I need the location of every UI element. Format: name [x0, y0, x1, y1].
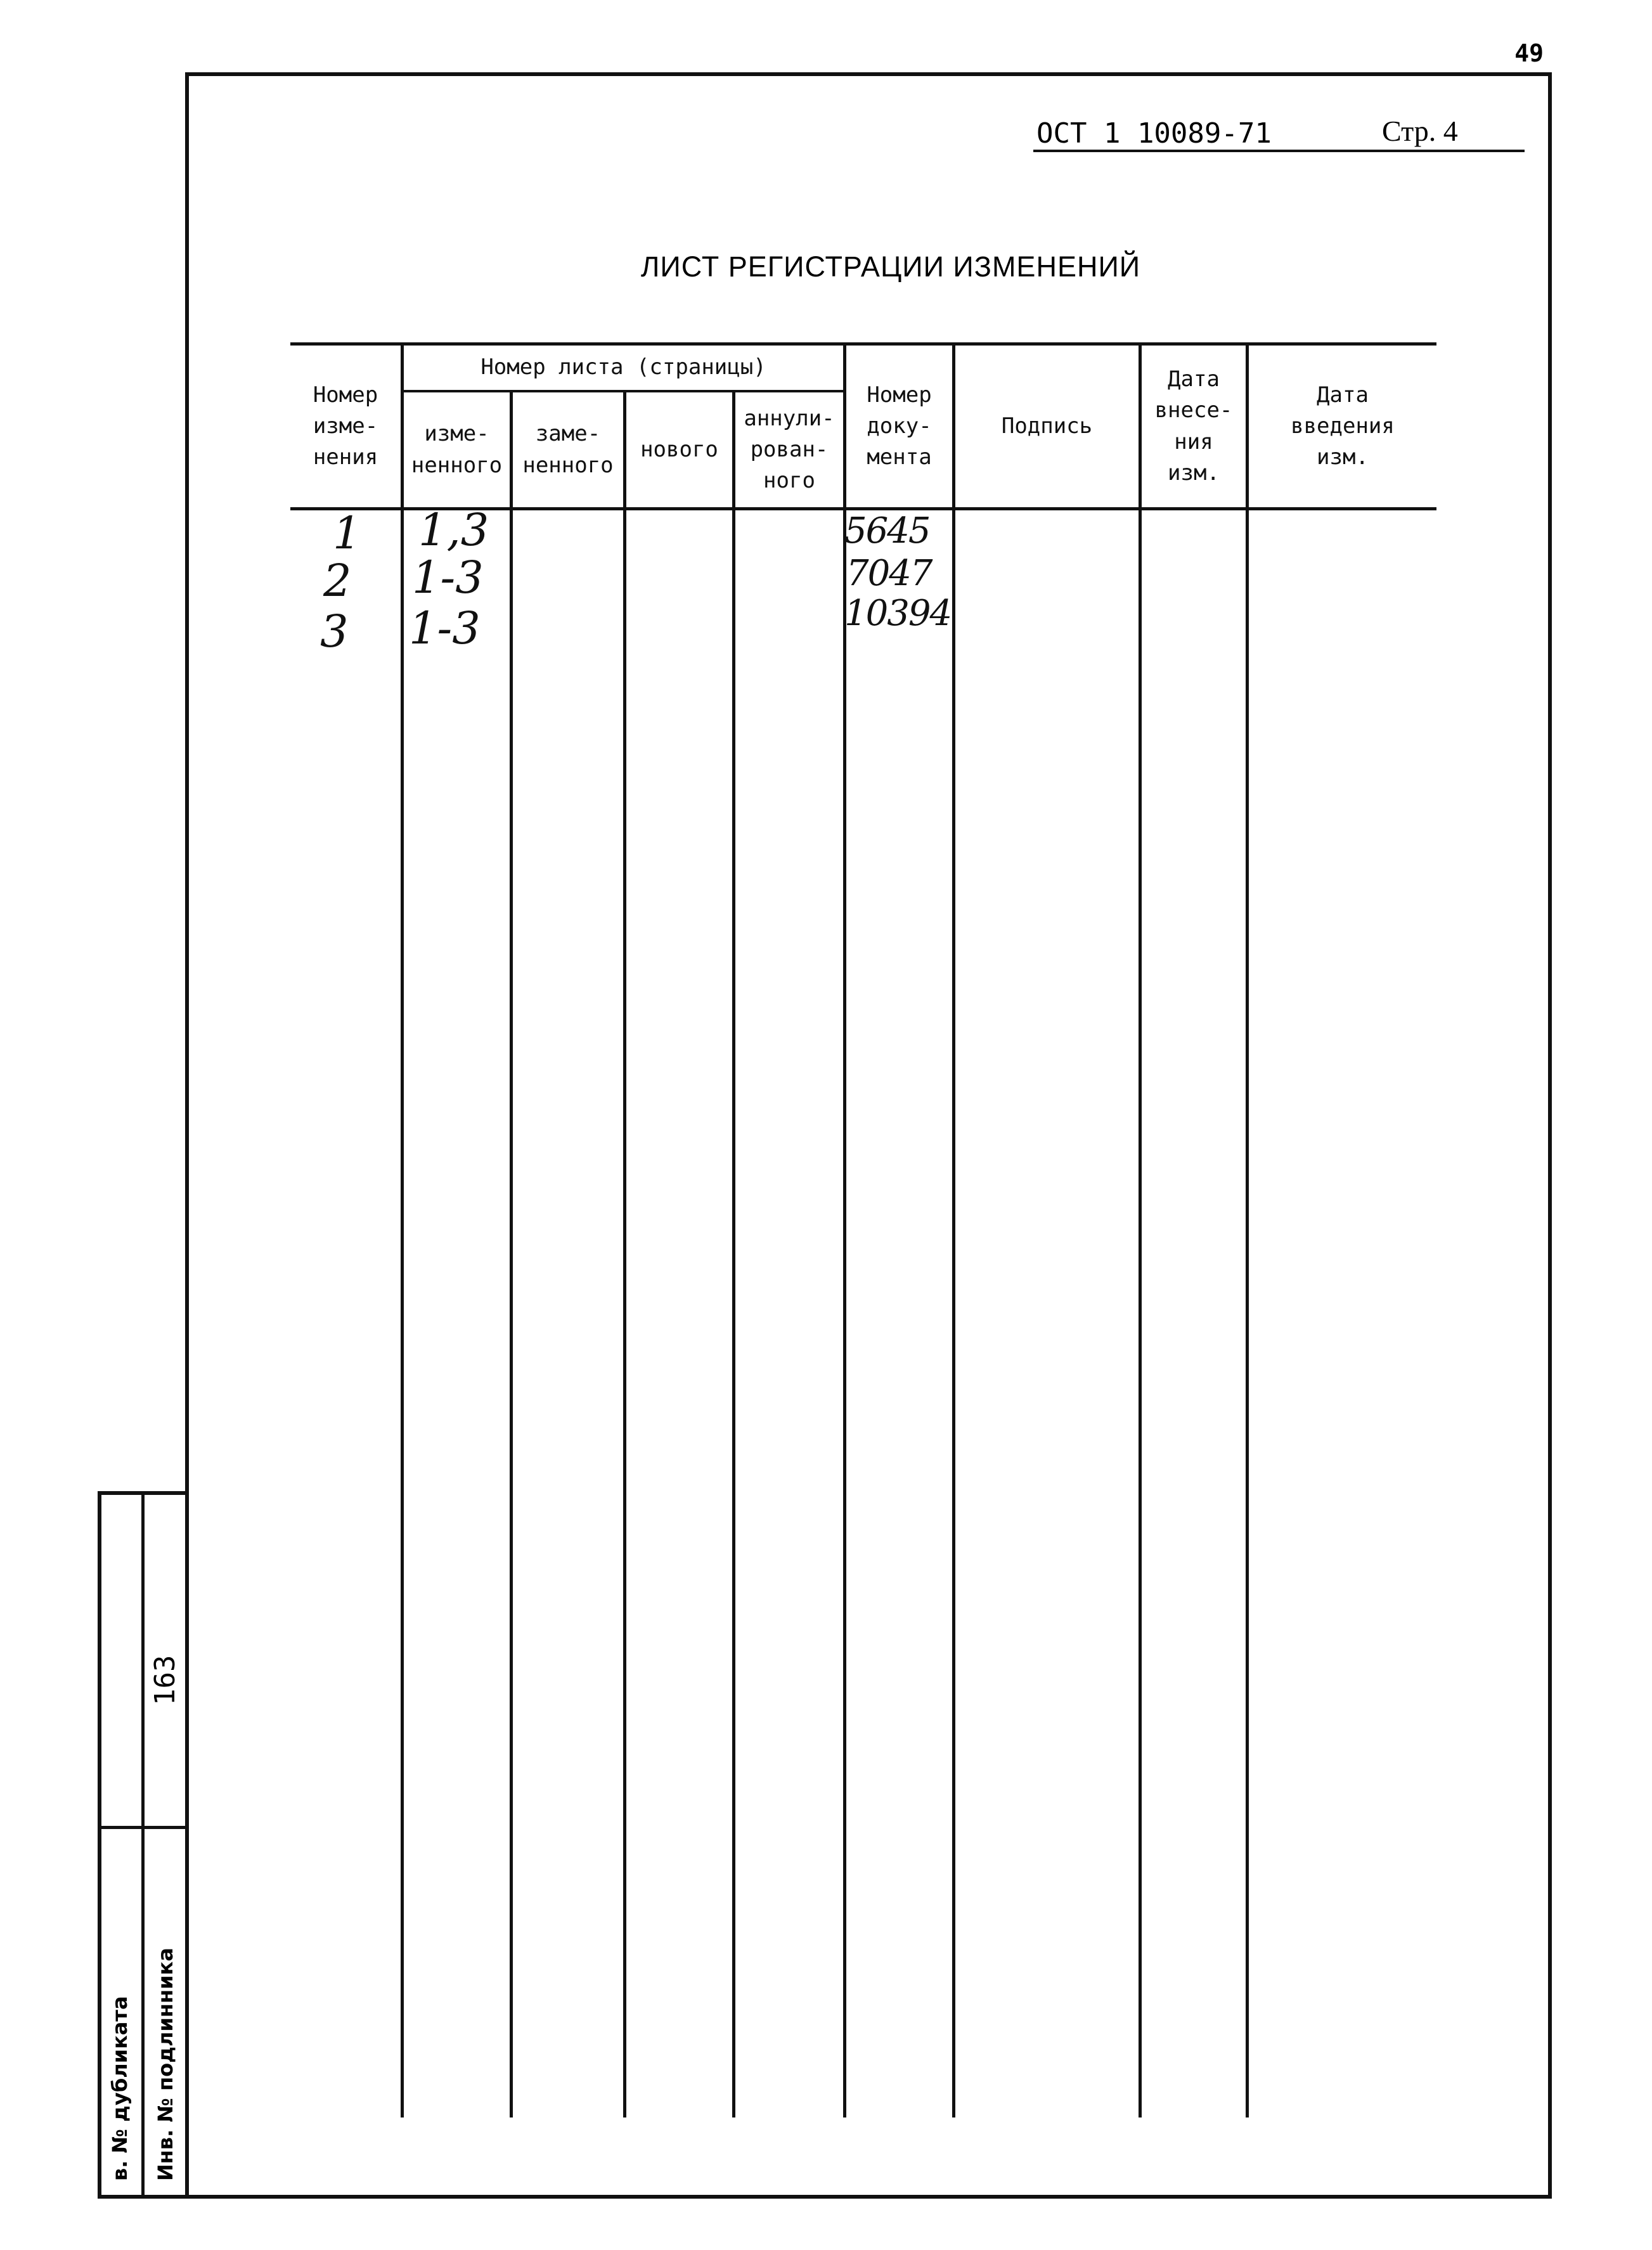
column-divider [952, 342, 955, 2117]
group-header-sheet-no: Номер листа (страницы) [481, 354, 766, 380]
column-header-signature: Подпись [1001, 413, 1093, 439]
change-number: 1 [333, 507, 361, 559]
column-divider [510, 390, 513, 2117]
stamp-row-divider [98, 1826, 188, 1829]
document-number: 10394 [844, 593, 952, 634]
document-code: ОСТ 1 10089-71 [1036, 117, 1272, 150]
column-divider [401, 342, 404, 2117]
column-header-entry-date: Дата внесе- ния изм. [1154, 366, 1233, 486]
page-number: 49 [1514, 39, 1544, 67]
stamp-column-divider [141, 1491, 145, 2199]
header-underline [1033, 150, 1525, 152]
column-divider [1246, 342, 1249, 2117]
change-number: 2 [323, 555, 352, 607]
column-divider [732, 390, 735, 2117]
column-header-new: нового [640, 436, 718, 462]
changed-sheets: 1-3 [412, 552, 484, 604]
original-inventory-number: 163 [149, 1655, 181, 1705]
sheet-title: ЛИСТ РЕГИСТРАЦИИ ИЗМЕНЕНИЙ [640, 250, 1141, 283]
column-divider [1139, 342, 1142, 2117]
column-divider [623, 390, 626, 2117]
column-header-replaced: заме- ненного [522, 421, 614, 478]
change-number: 3 [320, 605, 349, 657]
changed-sheets: 1,3 [418, 504, 489, 556]
column-header-cancelled: аннули- рован- ного [744, 405, 835, 494]
document-number: 7047 [846, 553, 932, 594]
column-header-changed: изме- ненного [411, 421, 503, 478]
column-header-effective-date: Дата введения изм. [1291, 382, 1395, 470]
document-number: 5645 [844, 510, 930, 552]
column-header-document-no: Номер доку- мента [867, 382, 932, 470]
column-header-change-no: Номер изме- нения [313, 382, 378, 470]
original-inventory-label: Инв. № подлинника [153, 1948, 177, 2181]
changed-sheets: 1-3 [409, 602, 481, 654]
duplicate-number-label: в. № дубликата [108, 1996, 132, 2181]
page-reference: Стр. 4 [1382, 115, 1458, 147]
